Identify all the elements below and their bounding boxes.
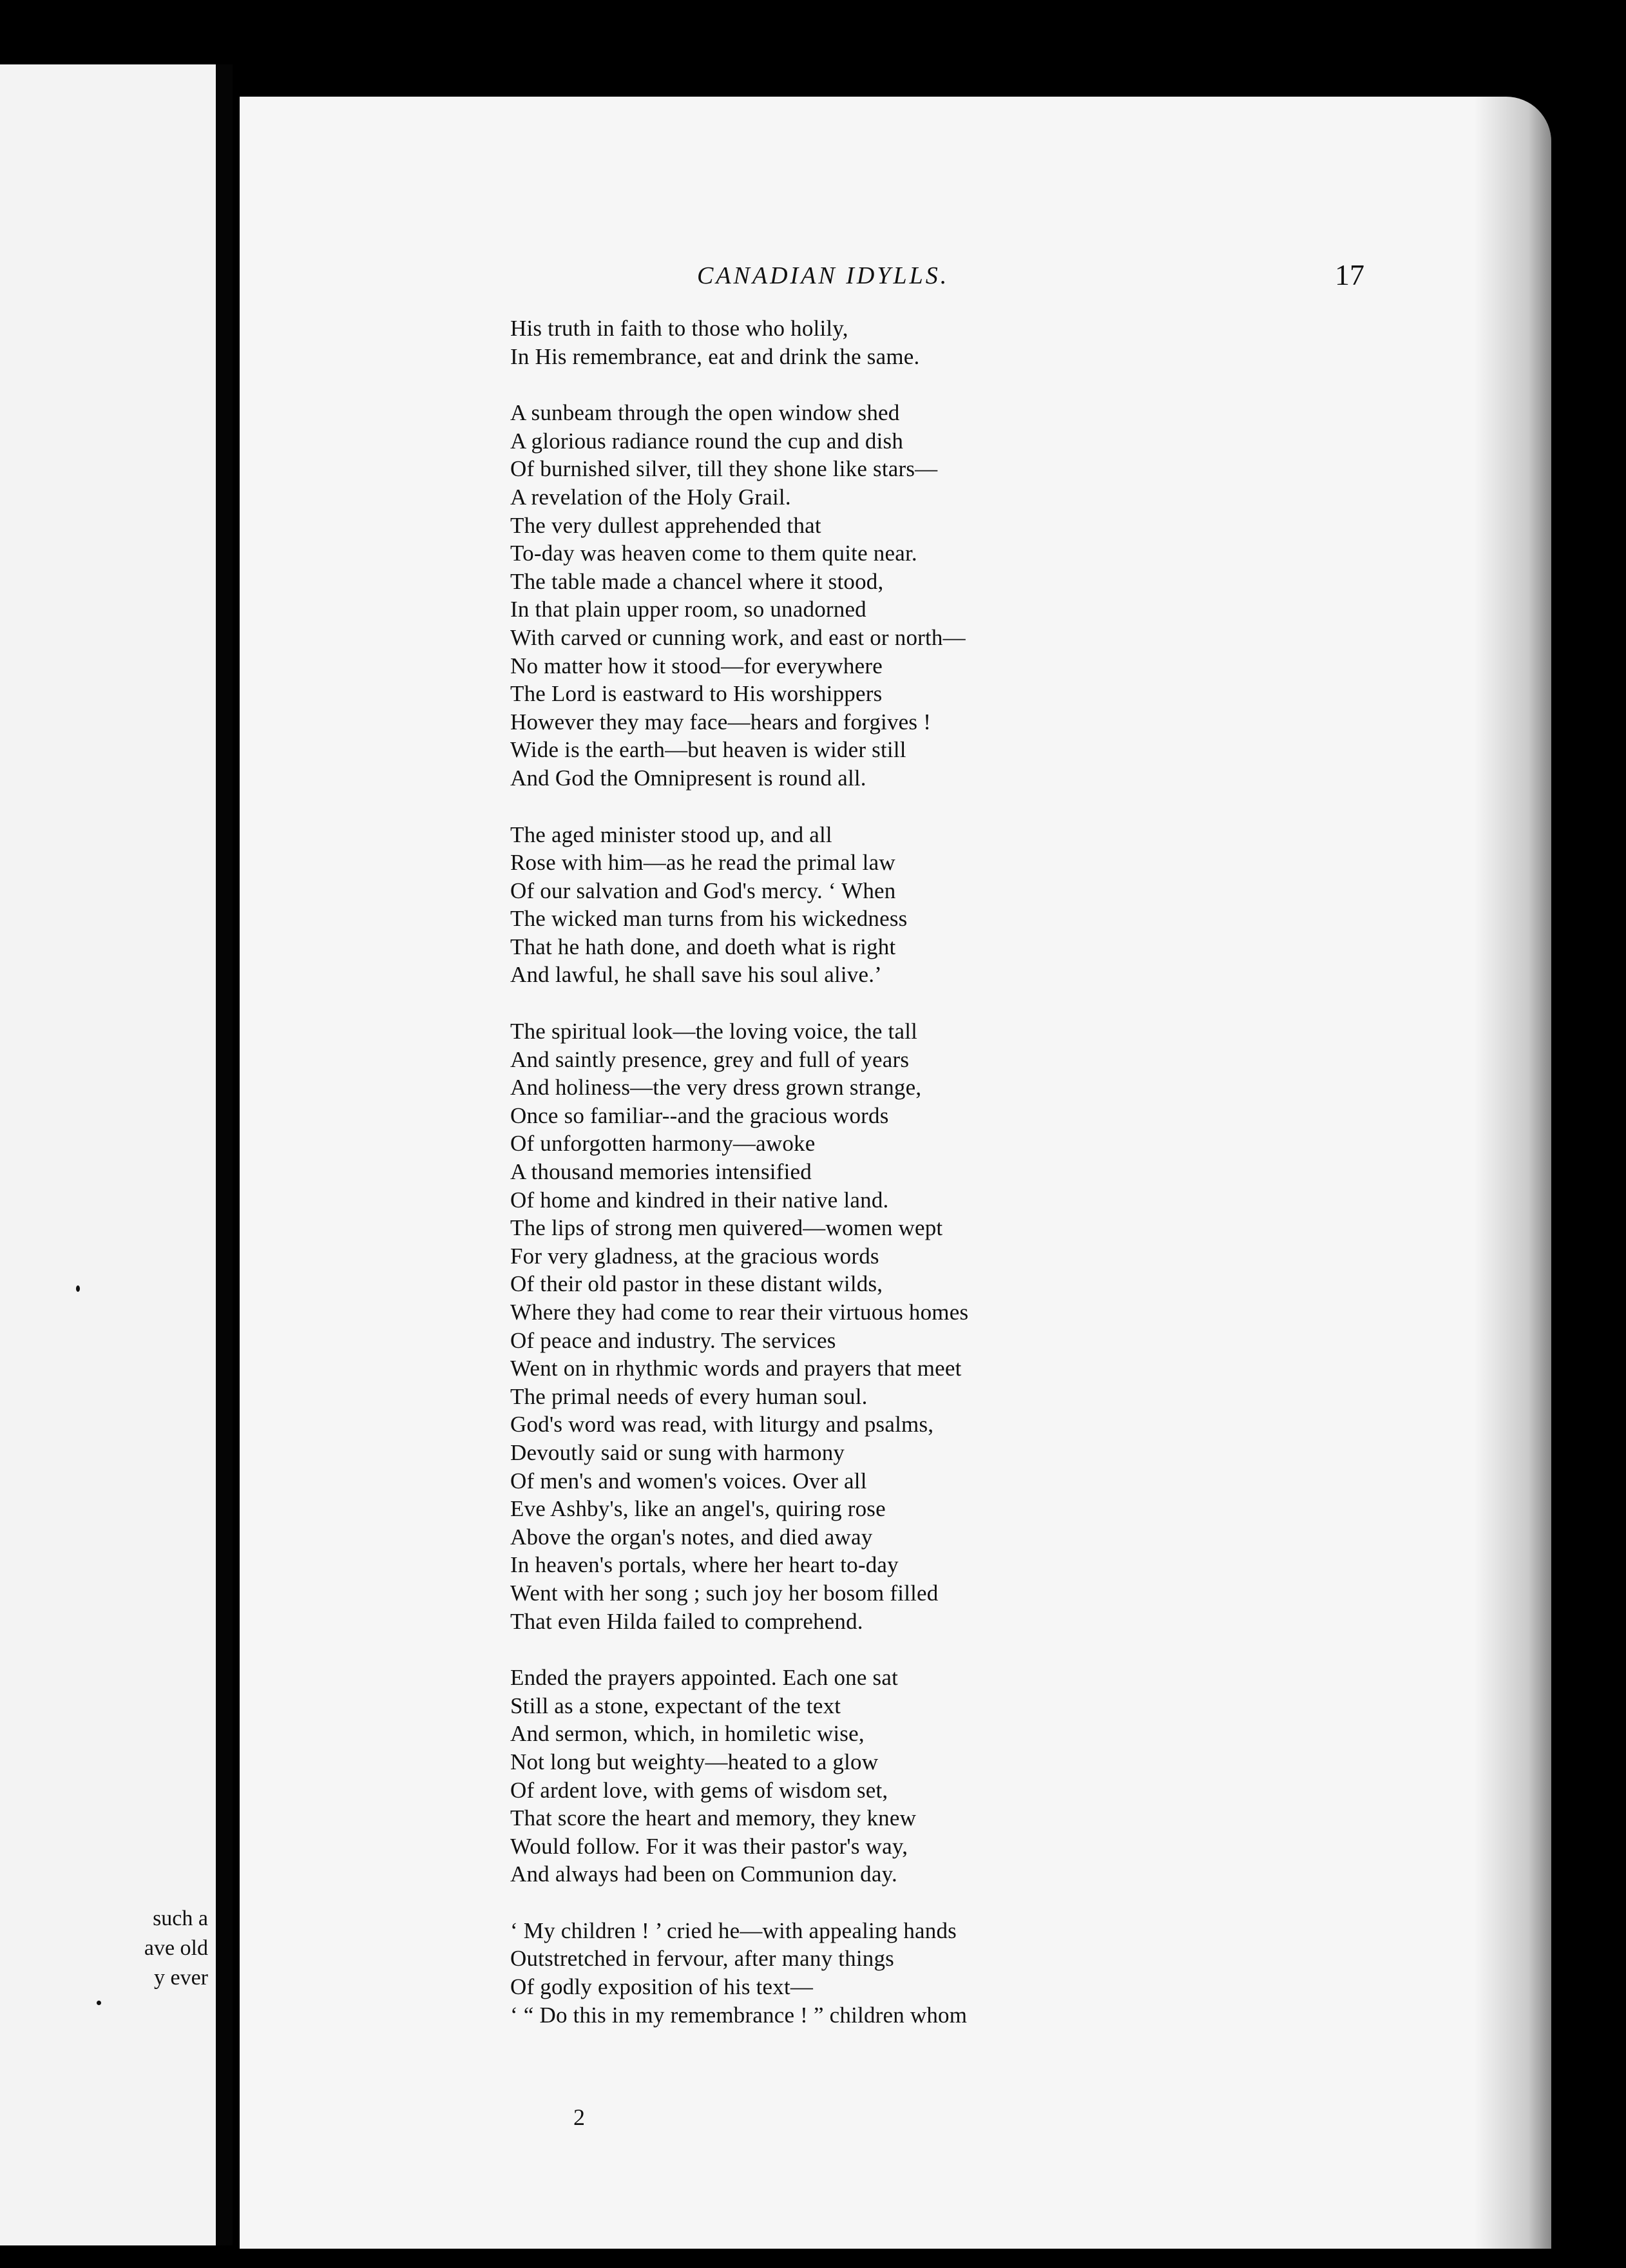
text-line: Of burnished silver, till they shone like stars— <box>510 456 938 482</box>
text-line: A glorious radiance round the cup and dish <box>510 428 904 454</box>
text-line: The very dullest apprehended that <box>510 512 821 538</box>
left-page-fragment: y ever <box>153 1966 208 1990</box>
right-page <box>240 97 1551 2249</box>
text-line: Of godly exposition of his text— <box>510 1974 814 2000</box>
text-line: And sermon, which, in homiletic wise, <box>510 1721 865 1747</box>
text-line: A revelation of the Holy Grail. <box>510 484 791 510</box>
text-line: ‘ My children ! ’ cried he—with appealing hands <box>510 1917 957 1943</box>
signature-mark: 2 <box>573 2104 585 2130</box>
scan-speck <box>97 2001 101 2005</box>
text-line: Of ardent love, with gems of wisdom set, <box>510 1777 888 1803</box>
text-line: Of unforgotten harmony—awoke <box>510 1131 816 1157</box>
text-line: A thousand memories intensified <box>510 1159 812 1185</box>
text-line: Of home and kindred in their native land. <box>510 1187 889 1213</box>
text-line: And God the Omnipresent is round all. <box>510 765 866 791</box>
text-line: Above the organ's notes, and died away <box>510 1524 873 1550</box>
text-line: Once so familiar--and the gracious words <box>510 1102 889 1128</box>
text-line: In His remembrance, eat and drink the same. <box>510 343 920 369</box>
stanza <box>510 1664 1464 1888</box>
stanza <box>510 821 1464 990</box>
text-line: For very gladness, at the gracious words <box>510 1243 879 1269</box>
text-line: God's word was read, with liturgy and psalms, <box>510 1412 934 1437</box>
text-line: And saintly presence, grey and full of years <box>510 1046 910 1072</box>
page-gutter <box>216 64 233 2245</box>
left-facing-page <box>0 64 216 2245</box>
running-title: CANADIAN IDYLLS. <box>697 262 950 289</box>
text-line: And lawful, he shall save his soul alive.’ <box>510 962 883 988</box>
text-line: In heaven's portals, where her heart to-day <box>510 1552 899 1578</box>
text-line: Would follow. For it was their pastor's way, <box>510 1833 908 1859</box>
text-line: Wide is the earth—but heaven is wider still <box>510 737 906 763</box>
text-line: Went with her song ; such joy her bosom filled <box>510 1580 939 1606</box>
text-line: Of their old pastor in these distant wilds, <box>510 1271 883 1297</box>
text-line: And holiness—the very dress grown strange, <box>510 1075 922 1100</box>
text-line: Outstretched in fervour, after many things <box>510 1946 894 1972</box>
text-line: A sunbeam through the open window shed <box>510 400 900 426</box>
text-line: That even Hilda failed to comprehend. <box>510 1608 863 1634</box>
text-line: The Lord is eastward to His worshippers <box>510 681 883 707</box>
text-line: Of men's and women's voices. Over all <box>510 1468 867 1494</box>
stanza <box>510 1917 1464 2029</box>
text-line: ‘ “ Do this in my remembrance ! ” children whom <box>510 2002 968 2028</box>
text-line: No matter how it stood—for everywhere <box>510 653 883 678</box>
text-line: The wicked man turns from his wickedness <box>510 906 908 932</box>
scan-speck <box>76 1285 80 1292</box>
text-line: Went on in rhythmic words and prayers that meet <box>510 1356 962 1381</box>
text-line: Still as a stone, expectant of the text <box>510 1693 841 1718</box>
text-line: With carved or cunning work, and east or north— <box>510 624 966 650</box>
text-line: That score the heart and memory, they knew <box>510 1805 917 1831</box>
text-line: To-day was heaven come to them quite near. <box>510 541 917 566</box>
text-line: The table made a chancel where it stood, <box>510 568 884 594</box>
poem-text <box>510 314 1464 2057</box>
text-line: Eve Ashby's, like an angel's, quiring rose <box>510 1496 886 1522</box>
stanza <box>510 1017 1464 1635</box>
stanza <box>510 399 1464 792</box>
text-line: However they may face—hears and forgives ! <box>510 709 932 735</box>
left-page-fragment: such a <box>153 1907 208 1930</box>
text-line: The lips of strong men quivered—women wept <box>510 1215 943 1241</box>
text-line: The spiritual look—the loving voice, the tall <box>510 1019 918 1044</box>
text-line: In that plain upper room, so unadorned <box>510 597 866 622</box>
text-line: And always had been on Communion day. <box>510 1861 897 1887</box>
text-line: The primal needs of every human soul. <box>510 1383 868 1409</box>
text-line: Ended the prayers appointed. Each one sat <box>510 1665 899 1691</box>
text-line: Rose with him—as he read the primal law <box>510 850 895 876</box>
left-page-fragment: ave old <box>144 1936 208 1960</box>
text-line: The aged minister stood up, and all <box>510 822 832 847</box>
stanza <box>510 314 1464 370</box>
text-line: Of our salvation and God's mercy. ‘ When <box>510 878 896 903</box>
text-line: His truth in faith to those who holily, <box>510 316 848 341</box>
text-line: Where they had come to rear their virtuous homes <box>510 1300 969 1325</box>
page-number: 17 <box>1335 258 1364 291</box>
text-line: Not long but weighty—heated to a glow <box>510 1749 879 1774</box>
text-line: Devoutly said or sung with harmony <box>510 1439 845 1465</box>
text-line: That he hath done, and doeth what is right <box>510 934 896 959</box>
text-line: Of peace and industry. The services <box>510 1327 836 1353</box>
